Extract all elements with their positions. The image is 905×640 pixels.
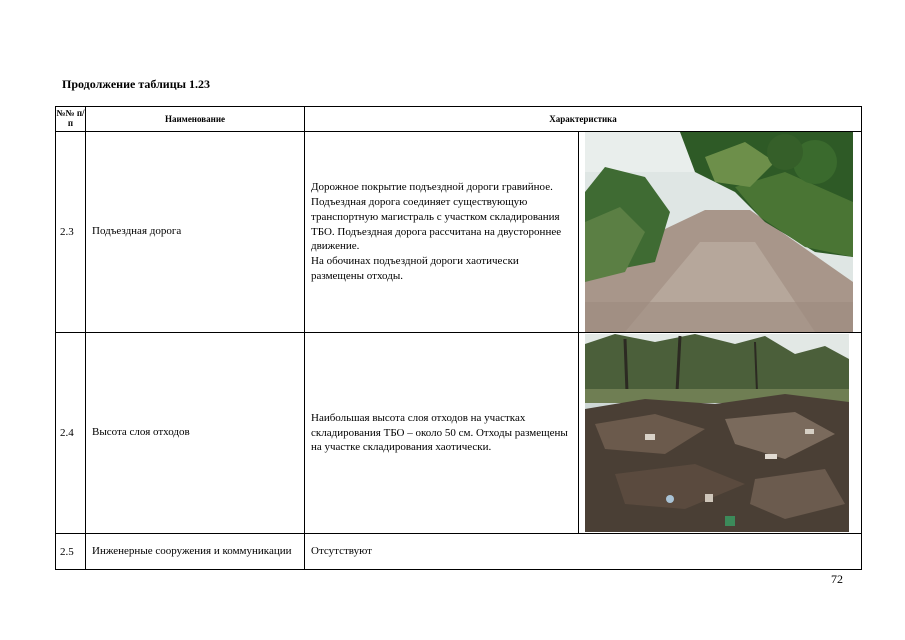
description-line: Наибольшая высота слоя отходов на участках складирования ТБО – около 50 см. Отходы размещены на участке складирования хаотически.: [311, 411, 568, 454]
row-name: Инженерные сооружения и коммуникации: [86, 534, 305, 570]
row-name: Подъездная дорога: [86, 132, 305, 333]
description-line: На обочинах подъездной дороги хаотически размещены отходы.: [311, 255, 519, 283]
table-row: [56, 534, 862, 570]
row-number: 2.5: [56, 534, 86, 570]
page-number: 72: [831, 572, 843, 586]
header-name: Наименование: [86, 107, 305, 132]
row-photo-cell: [579, 333, 862, 534]
table-row: [56, 132, 862, 333]
row-number: 2.3: [56, 132, 86, 333]
row-photo-cell: [579, 132, 862, 333]
table-caption: Продолжение таблицы 1.23: [62, 77, 211, 91]
road-photo: [585, 132, 853, 332]
row-description: [305, 333, 579, 534]
table-row: [56, 333, 862, 534]
header-characteristic: Характеристика: [305, 107, 862, 132]
row-description: [305, 132, 579, 333]
characteristics-table: [55, 106, 862, 570]
row-description: [305, 534, 862, 570]
row-number: 2.4: [56, 333, 86, 534]
waste-photo: [585, 334, 849, 532]
description-line: Подъездная дорога соединяет существующую транспортную магистраль с участком складирования ТБО. Подъездная дорога рассчитана на двустороннее движение.: [311, 195, 562, 253]
header-num: №№ п/п: [56, 107, 86, 132]
description-line: Отсутствуют: [311, 545, 372, 558]
row-name: Высота слоя отходов: [86, 333, 305, 534]
table-header-row: [56, 107, 862, 132]
description-line: Дорожное покрытие подъездной дороги гравийное.: [311, 181, 553, 194]
